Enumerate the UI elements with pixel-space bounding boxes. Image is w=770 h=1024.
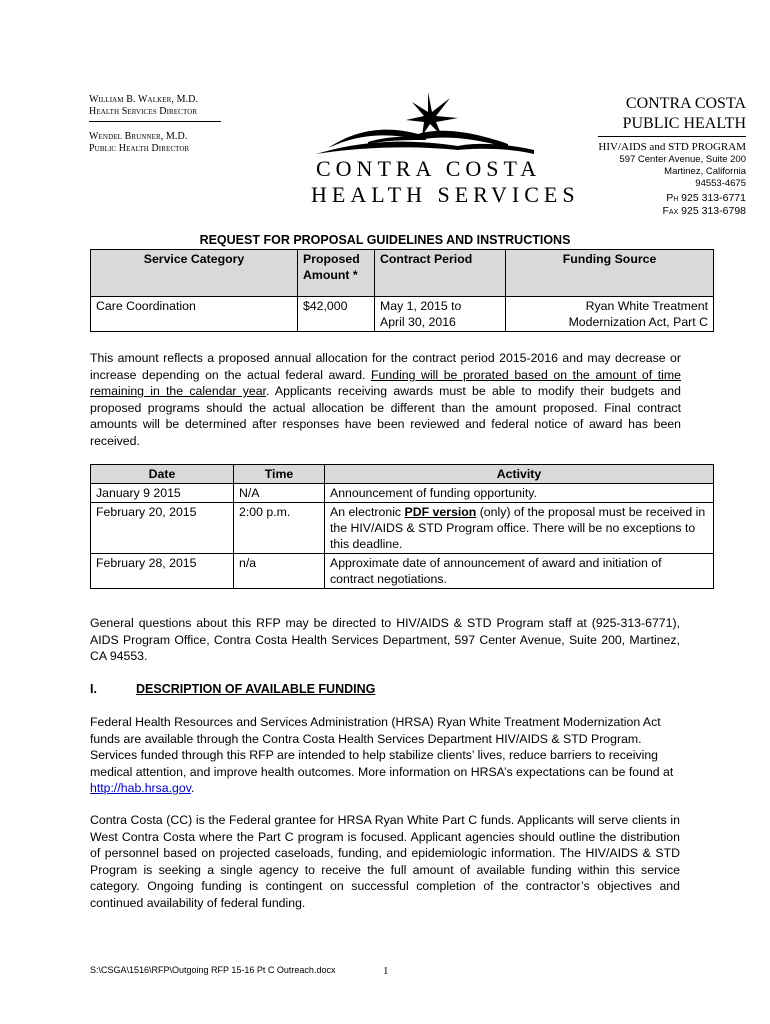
cell-date: January 9 2015 (91, 484, 234, 503)
activity-text-post: (only) of the proposal must be received in the HIV/AIDS & STD Program office. There will be no exceptions to this deadline. (330, 505, 706, 551)
period-end: April 30, 2016 (380, 315, 456, 329)
table-row (91, 503, 714, 554)
program-name: HIV/AIDS and STD PROGRAM (598, 141, 746, 153)
hrsa-paragraph (90, 714, 680, 797)
cell-amount: $42,000 (298, 297, 375, 332)
fax-number: Fax 925 313-6798 (662, 205, 746, 217)
source-line2: Modernization Act, Part C (568, 315, 708, 329)
address-line1: 597 Center Avenue, Suite 200 (619, 154, 746, 165)
grantee-paragraph: Contra Costa (CC) is the Federal grantee for HRSA Ryan White Part C funds. Applicants will serve clients in West Contra Costa where the Part C program is focused. Applicant agencies should outline the distribution of personnel based on projected caseloads, funding, and epidemiologic information. The HIV/AIDS & STD Program is seeking a single agency to receive the full amount of available funding within this service category. Ongoing funding is contingent on successful completion of the contractor’s objectives and continued availability of federal funding. (90, 813, 680, 910)
activity-text-pre: An electronic (330, 505, 405, 519)
page-number: 1 (383, 965, 389, 977)
section-number: I. (90, 682, 97, 696)
director-title: Health Services Director (89, 106, 198, 117)
schedule-table (90, 464, 714, 589)
source-line1: Ryan White Treatment (585, 299, 708, 313)
divider (89, 121, 221, 122)
allocation-paragraph (90, 350, 681, 449)
cell-activity: Approximate date of announcement of award and initiation of contract negotiations. (325, 554, 714, 589)
questions-paragraph: General questions about this RFP may be directed to HIV/AIDS & STD Program staff at (925-313-6771), AIDS Program Office, Contra Costa Health Services Department, 597 Center Avenue, Suite 200, Martinez, CA 94553. (90, 616, 680, 663)
header-activity: Activity (325, 465, 714, 484)
period-start: May 1, 2015 to (380, 299, 462, 313)
allocation-text-2: . Applicants receiving awards must be able to modify their budgets and proposed programs should the actual allocation be different than the amount proposed. Final contract amounts will be determined after responses have been reviewed and federal notice of award has been received. (90, 384, 681, 448)
cell-period (375, 297, 506, 332)
zip-code: 94553-4675 (695, 178, 746, 189)
logo-text-line1: CONTRA COSTA (316, 156, 542, 181)
header-proposed-amount: Proposed Amount * (298, 250, 375, 297)
cell-time: n/a (234, 554, 325, 589)
logo-text-line2: HEALTH SERVICES (311, 182, 580, 207)
pdf-version-text: PDF version (404, 505, 477, 519)
public-health-director-title: Public Health Director (89, 143, 190, 154)
section-title: DESCRIPTION OF AVAILABLE FUNDING (136, 682, 376, 696)
table-row (91, 554, 714, 589)
address-line2: Martinez, California (664, 166, 746, 177)
mountain-star-icon (308, 90, 540, 156)
header-time: Time (234, 465, 325, 484)
table-row (91, 297, 714, 332)
cell-category: Care Coordination (91, 297, 298, 332)
table-row (91, 484, 714, 503)
cell-date: February 28, 2015 (91, 554, 234, 589)
funding-table (90, 249, 714, 332)
table-header-row (91, 465, 714, 484)
cell-time: N/A (234, 484, 325, 503)
header-funding-source: Funding Source (506, 250, 714, 297)
header-left (89, 94, 221, 164)
org-name-line1: CONTRA COSTA (625, 95, 746, 112)
allocation-underlined: Funding will be prorated based on the amount of time remaining in the calendar year (90, 367, 681, 398)
public-health-director-name: Wendel Brunner, M.D. (89, 131, 188, 142)
footer-file-path: S:\CSGA\1516\RFP\Outgoing RFP 15-16 Pt C Outreach.docx (90, 965, 336, 975)
cell-time: 2:00 p.m. (234, 503, 325, 554)
section-heading (90, 682, 375, 696)
phone-number: Ph 925 313-6771 (666, 192, 746, 204)
cell-source (506, 297, 714, 332)
contra-costa-logo (308, 90, 580, 210)
hrsa-end: . (190, 781, 195, 795)
hrsa-link[interactable]: http://hab.hrsa.gov (90, 781, 191, 795)
allocation-text-1: This amount reflects a proposed annual allocation for the contract period 2015-2016 and may decrease or increase depending on the actual federal award. (90, 351, 681, 382)
header-contract-period: Contract Period (375, 250, 506, 297)
cell-activity: Announcement of funding opportunity. (325, 484, 714, 503)
header-date: Date (91, 465, 234, 484)
hrsa-text: Federal Health Resources and Services Administration (HRSA) Ryan White Treatment Modernization Act funds are available through the Contra Costa Health Services Department HIV/AIDS & STD Program. Services funded through this RFP are intended to help stabilize clients’ lives, reduce barriers to receiving medical attention, and improve health outcomes. More information on HRSA’s expectations can be found at (90, 715, 674, 779)
header-service-category: Service Category (91, 250, 298, 297)
table-header-row (91, 250, 714, 297)
director-name: William B. Walker, M.D. (89, 94, 199, 105)
cell-date: February 20, 2015 (91, 503, 234, 554)
header-right (598, 94, 746, 218)
cell-activity (325, 503, 714, 554)
org-name-line2: PUBLIC HEALTH (598, 114, 746, 137)
page-title: REQUEST FOR PROPOSAL GUIDELINES AND INSTRUCTIONS (199, 233, 571, 247)
